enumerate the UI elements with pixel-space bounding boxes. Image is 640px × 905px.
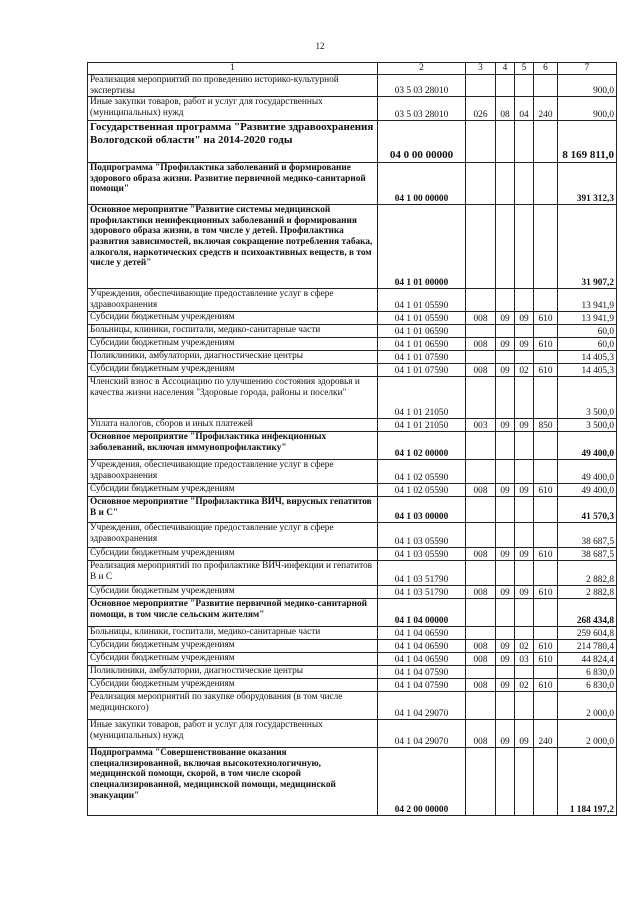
cell-section: 09 (496, 679, 515, 692)
cell-expense-type (534, 289, 558, 312)
cell-target-code: 03 5 03 28010 (378, 75, 466, 97)
cell-target-code: 04 1 01 07590 (378, 364, 466, 377)
cell-name: Поликлиники, амбулатории, диагностические центры (88, 666, 378, 679)
cell-ministry (466, 377, 496, 419)
cell-expense-type (534, 75, 558, 97)
cell-amount: 268 434,8 (558, 599, 617, 627)
table-row (88, 586, 617, 599)
cell-ministry (466, 748, 496, 816)
cell-expense-type (534, 163, 558, 205)
cell-subsection (515, 163, 534, 205)
table-row (88, 484, 617, 497)
cell-subsection: 09 (515, 586, 534, 599)
cell-section (496, 205, 515, 289)
table-row (88, 561, 617, 586)
cell-amount: 1 184 197,2 (558, 748, 617, 816)
cell-expense-type: 610 (534, 548, 558, 561)
cell-expense-type (534, 432, 558, 460)
cell-subsection: 09 (515, 338, 534, 351)
cell-ministry: 008 (466, 338, 496, 351)
cell-expense-type (534, 377, 558, 419)
cell-expense-type: 610 (534, 586, 558, 599)
cell-target-code: 04 1 04 06590 (378, 640, 466, 653)
table-row (88, 364, 617, 377)
cell-amount: 8 169 811,0 (558, 121, 617, 163)
cell-target-code: 04 1 03 05590 (378, 548, 466, 561)
cell-subsection (515, 497, 534, 523)
cell-expense-type (534, 121, 558, 163)
page-number: 12 (315, 41, 325, 51)
cell-section (496, 75, 515, 97)
cell-expense-type: 610 (534, 364, 558, 377)
cell-subsection (515, 351, 534, 364)
cell-name: Учреждения, обеспечивающие предоставление услуг в сфере здравоохранения (88, 289, 378, 312)
cell-target-code: 04 1 01 07590 (378, 351, 466, 364)
cell-name: Больницы, клиники, госпитали, медико-санитарные части (88, 325, 378, 338)
cell-target-code: 04 0 00 00000 (378, 121, 466, 163)
cell-section: 09 (496, 484, 515, 497)
cell-amount: 31 907,2 (558, 205, 617, 289)
cell-ministry: 008 (466, 364, 496, 377)
cell-expense-type: 240 (534, 720, 558, 748)
table-row (88, 312, 617, 325)
cell-subsection: 02 (515, 364, 534, 377)
cell-target-code: 04 1 04 06590 (378, 653, 466, 666)
cell-expense-type: 610 (534, 640, 558, 653)
table-row (88, 432, 617, 460)
cell-section (496, 460, 515, 484)
cell-ministry: 008 (466, 653, 496, 666)
cell-target-code: 04 1 02 05590 (378, 484, 466, 497)
cell-section: 09 (496, 720, 515, 748)
cell-section (496, 377, 515, 419)
table-row (88, 351, 617, 364)
cell-target-code: 04 1 01 00000 (378, 205, 466, 289)
cell-ministry: 003 (466, 419, 496, 432)
table-row (88, 121, 617, 163)
cell-subsection: 09 (515, 419, 534, 432)
cell-expense-type (534, 460, 558, 484)
cell-name: Подпрограмма "Совершенствование оказания специализированной, включая высокотехнологичную, медицинской помощи, скорой, в том числе скорой специализированной, медицинской помощи, медицинской эвакуации" (88, 748, 378, 816)
cell-ministry (466, 523, 496, 548)
cell-name: Иные закупки товаров, работ и услуг для государственных (муниципальных) нужд (88, 720, 378, 748)
cell-amount: 259 604,8 (558, 627, 617, 640)
cell-amount: 41 570,3 (558, 497, 617, 523)
cell-expense-type (534, 523, 558, 548)
cell-expense-type (534, 666, 558, 679)
cell-name: Подпрограмма "Профилактика заболеваний и формирование здорового образа жизни. Развитие первичной медико-санитарной помощи" (88, 163, 378, 205)
cell-section (496, 561, 515, 586)
cell-subsection (515, 432, 534, 460)
cell-ministry (466, 666, 496, 679)
cell-section: 08 (496, 97, 515, 121)
cell-section (496, 497, 515, 523)
cell-amount: 900,0 (558, 97, 617, 121)
cell-name: Субсидии бюджетным учреждениям (88, 679, 378, 692)
cell-expense-type: 610 (534, 679, 558, 692)
cell-amount: 44 824,4 (558, 653, 617, 666)
cell-subsection: 09 (515, 312, 534, 325)
cell-section: 09 (496, 548, 515, 561)
cell-amount: 2 000,0 (558, 720, 617, 748)
cell-target-code: 04 1 01 21050 (378, 377, 466, 419)
cell-subsection (515, 561, 534, 586)
cell-name: Субсидии бюджетным учреждениям (88, 484, 378, 497)
cell-section (496, 289, 515, 312)
cell-amount: 14 405,3 (558, 351, 617, 364)
table-row (88, 692, 617, 720)
cell-subsection (515, 289, 534, 312)
cell-ministry (466, 289, 496, 312)
cell-ministry: 008 (466, 548, 496, 561)
table-row (88, 627, 617, 640)
cell-amount: 49 400,0 (558, 460, 617, 484)
cell-section (496, 325, 515, 338)
cell-name: Субсидии бюджетным учреждениям (88, 312, 378, 325)
cell-subsection (515, 692, 534, 720)
table-row (88, 497, 617, 523)
table-header (88, 63, 617, 75)
cell-subsection (515, 748, 534, 816)
header-col-2: 2 (378, 63, 466, 75)
cell-section (496, 666, 515, 679)
cell-subsection: 04 (515, 97, 534, 121)
cell-ministry (466, 121, 496, 163)
cell-amount: 60,0 (558, 325, 617, 338)
table-row (88, 325, 617, 338)
cell-target-code: 04 1 01 05590 (378, 312, 466, 325)
cell-amount: 60,0 (558, 338, 617, 351)
cell-section: 09 (496, 364, 515, 377)
cell-name: Субсидии бюджетным учреждениям (88, 653, 378, 666)
cell-subsection: 02 (515, 640, 534, 653)
cell-section (496, 627, 515, 640)
cell-ministry (466, 561, 496, 586)
table-row (88, 720, 617, 748)
cell-name: Реализация мероприятий по профилактике ВИЧ-инфекции и гепатитов В и С (88, 561, 378, 586)
cell-name: Субсидии бюджетным учреждениям (88, 586, 378, 599)
cell-name: Основное мероприятие "Профилактика ВИЧ, вирусных гепатитов В и С" (88, 497, 378, 523)
cell-amount: 900,0 (558, 75, 617, 97)
table-row (88, 205, 617, 289)
cell-amount: 2 882,8 (558, 561, 617, 586)
cell-section (496, 163, 515, 205)
cell-name: Реализация мероприятий по закупке оборудования (в том числе медицинского) (88, 692, 378, 720)
cell-target-code: 04 1 02 05590 (378, 460, 466, 484)
cell-ministry (466, 75, 496, 97)
cell-amount: 214 780,4 (558, 640, 617, 653)
cell-section (496, 748, 515, 816)
table-row (88, 599, 617, 627)
cell-name: Учреждения, обеспечивающие предоставление услуг в сфере здравоохранения (88, 460, 378, 484)
cell-name: Субсидии бюджетным учреждениям (88, 548, 378, 561)
cell-subsection (515, 75, 534, 97)
cell-ministry (466, 325, 496, 338)
cell-amount: 6 830,0 (558, 666, 617, 679)
table-row (88, 748, 617, 816)
table-row (88, 338, 617, 351)
cell-ministry: 008 (466, 679, 496, 692)
cell-amount: 391 312,3 (558, 163, 617, 205)
cell-target-code: 03 5 03 28010 (378, 97, 466, 121)
cell-amount: 2 000,0 (558, 692, 617, 720)
cell-expense-type (534, 325, 558, 338)
cell-ministry: 008 (466, 312, 496, 325)
cell-subsection (515, 599, 534, 627)
cell-target-code: 04 1 01 05590 (378, 289, 466, 312)
cell-expense-type: 610 (534, 653, 558, 666)
cell-ministry (466, 692, 496, 720)
cell-section (496, 692, 515, 720)
table-row (88, 640, 617, 653)
cell-section (496, 121, 515, 163)
cell-expense-type (534, 748, 558, 816)
cell-subsection: 03 (515, 653, 534, 666)
table-row (88, 666, 617, 679)
cell-expense-type (534, 561, 558, 586)
cell-amount: 3 500,0 (558, 377, 617, 419)
cell-ministry: 008 (466, 640, 496, 653)
cell-target-code: 04 1 00 00000 (378, 163, 466, 205)
cell-amount: 38 687,5 (558, 523, 617, 548)
cell-name: Учреждения, обеспечивающие предоставление услуг в сфере здравоохранения (88, 523, 378, 548)
cell-section (496, 351, 515, 364)
cell-subsection: 09 (515, 720, 534, 748)
cell-expense-type: 240 (534, 97, 558, 121)
cell-subsection (515, 627, 534, 640)
table-row (88, 377, 617, 419)
cell-section: 09 (496, 653, 515, 666)
table-row (88, 75, 617, 97)
cell-name: Основное мероприятие "Профилактика инфекционных заболеваний, включая иммунопрофилактику" (88, 432, 378, 460)
cell-name: Реализация мероприятий по проведению историко-культурной экспертизы (88, 75, 378, 97)
cell-target-code: 04 1 02 00000 (378, 432, 466, 460)
cell-amount: 13 941,9 (558, 289, 617, 312)
table-row (88, 97, 617, 121)
cell-ministry (466, 599, 496, 627)
cell-ministry (466, 351, 496, 364)
cell-name: Уплата налогов, сборов и иных платежей (88, 419, 378, 432)
cell-target-code: 04 1 04 07590 (378, 666, 466, 679)
table-row (88, 548, 617, 561)
table-row (88, 523, 617, 548)
cell-target-code: 04 1 01 21050 (378, 419, 466, 432)
cell-amount: 14 405,3 (558, 364, 617, 377)
cell-ministry (466, 163, 496, 205)
table-body (88, 75, 617, 816)
budget-table (87, 62, 617, 816)
cell-expense-type (534, 599, 558, 627)
cell-name: Больницы, клиники, госпитали, медико-санитарные части (88, 627, 378, 640)
cell-subsection (515, 523, 534, 548)
cell-expense-type (534, 627, 558, 640)
cell-expense-type: 610 (534, 312, 558, 325)
cell-expense-type (534, 205, 558, 289)
cell-ministry (466, 460, 496, 484)
cell-expense-type (534, 351, 558, 364)
cell-name: Основное мероприятие "Развитие первичной медико-санитарной помощи, в том числе сельским жителям" (88, 599, 378, 627)
table-row (88, 163, 617, 205)
cell-target-code: 04 1 04 00000 (378, 599, 466, 627)
header-col-3: 3 (466, 63, 496, 75)
header-col-1: 1 (88, 63, 378, 75)
table-row (88, 679, 617, 692)
cell-name: Основное мероприятие "Развитие системы медицинской профилактики неинфекционных заболеваний и формирования здорового образа жизни, в том числе у детей. Профилактика развития зависимостей, включая сокращение потребления табака, алкоголя, наркотических средств и психоактивных веществ, в том числе у детей" (88, 205, 378, 289)
cell-section: 09 (496, 312, 515, 325)
cell-subsection (515, 121, 534, 163)
cell-target-code: 04 1 03 05590 (378, 523, 466, 548)
cell-name: Субсидии бюджетным учреждениям (88, 364, 378, 377)
cell-amount: 6 830,0 (558, 679, 617, 692)
cell-subsection: 09 (515, 548, 534, 561)
cell-target-code: 04 1 04 06590 (378, 627, 466, 640)
cell-name: Субсидии бюджетным учреждениям (88, 338, 378, 351)
cell-ministry (466, 205, 496, 289)
cell-section: 09 (496, 586, 515, 599)
cell-subsection: 02 (515, 679, 534, 692)
header-col-7: 7 (558, 63, 617, 75)
cell-amount: 13 941,9 (558, 312, 617, 325)
table-row (88, 419, 617, 432)
table-row (88, 460, 617, 484)
cell-ministry (466, 497, 496, 523)
cell-expense-type: 610 (534, 338, 558, 351)
header-col-6: 6 (534, 63, 558, 75)
cell-ministry (466, 627, 496, 640)
cell-subsection (515, 666, 534, 679)
table-row (88, 289, 617, 312)
cell-subsection (515, 325, 534, 338)
cell-target-code: 04 1 01 06590 (378, 325, 466, 338)
header-col-5: 5 (515, 63, 534, 75)
cell-expense-type (534, 497, 558, 523)
cell-amount: 38 687,5 (558, 548, 617, 561)
cell-expense-type (534, 692, 558, 720)
cell-target-code: 04 1 01 06590 (378, 338, 466, 351)
header-col-4: 4 (496, 63, 515, 75)
cell-target-code: 04 1 04 29070 (378, 720, 466, 748)
cell-name: Иные закупки товаров, работ и услуг для государственных (муниципальных) нужд (88, 97, 378, 121)
cell-ministry: 008 (466, 586, 496, 599)
cell-subsection (515, 377, 534, 419)
cell-section (496, 432, 515, 460)
cell-section: 09 (496, 338, 515, 351)
cell-name: Субсидии бюджетным учреждениям (88, 640, 378, 653)
cell-name: Членский взнос в Ассоциацию по улучшению состояния здоровья и качества жизни населения "Здоровые города, районы и поселки" (88, 377, 378, 419)
cell-section: 09 (496, 640, 515, 653)
cell-section (496, 599, 515, 627)
cell-target-code: 04 1 04 29070 (378, 692, 466, 720)
cell-section (496, 523, 515, 548)
table-row (88, 653, 617, 666)
cell-expense-type: 610 (534, 484, 558, 497)
cell-ministry (466, 432, 496, 460)
cell-ministry: 026 (466, 97, 496, 121)
cell-section: 09 (496, 419, 515, 432)
cell-amount: 49 400,0 (558, 432, 617, 460)
cell-target-code: 04 2 00 00000 (378, 748, 466, 816)
cell-ministry: 008 (466, 720, 496, 748)
cell-ministry: 008 (466, 484, 496, 497)
cell-amount: 49 400,0 (558, 484, 617, 497)
cell-expense-type: 850 (534, 419, 558, 432)
cell-target-code: 04 1 03 51790 (378, 586, 466, 599)
cell-name: Поликлиники, амбулатории, диагностические центры (88, 351, 378, 364)
cell-amount: 3 500,0 (558, 419, 617, 432)
cell-subsection: 09 (515, 484, 534, 497)
cell-subsection (515, 205, 534, 289)
cell-amount: 2 882,8 (558, 586, 617, 599)
cell-target-code: 04 1 03 00000 (378, 497, 466, 523)
cell-target-code: 04 1 03 51790 (378, 561, 466, 586)
cell-subsection (515, 460, 534, 484)
cell-name: Государственная программа "Развитие здравоохранения Вологодской области" на 2014-2020 годы (88, 121, 378, 163)
cell-target-code: 04 1 04 07590 (378, 679, 466, 692)
